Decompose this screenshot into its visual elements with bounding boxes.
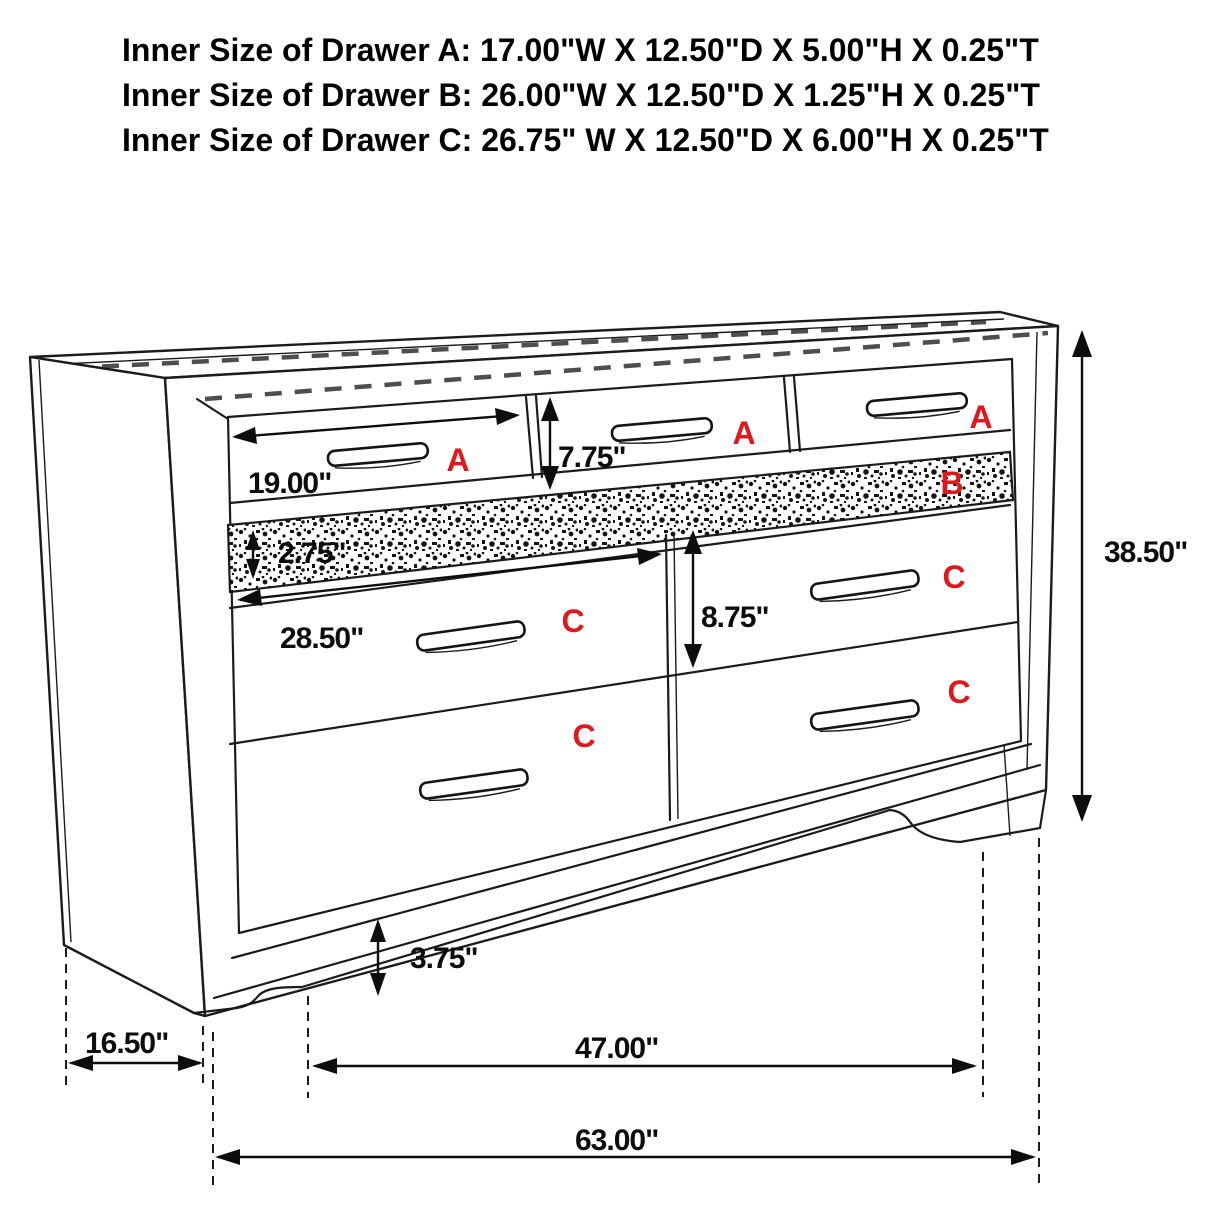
dim-label-drawer-c-width: 28.50" xyxy=(280,622,364,655)
dim-label-drawer-a-width: 19.00" xyxy=(248,467,332,500)
drawer-letter-a1: A xyxy=(446,442,470,478)
dim-arrow-38-50 xyxy=(1072,330,1092,822)
dim-label-drawer-a-height: 7.75" xyxy=(558,441,626,474)
drawer-letter-a2: A xyxy=(732,415,756,451)
dim-label-total-width: 63.00" xyxy=(575,1124,659,1157)
drawer-letter-a3: A xyxy=(969,399,993,435)
drawer-letter-c-lower-left: C xyxy=(572,718,596,754)
dim-label-inner-width: 47.00" xyxy=(575,1032,659,1065)
dim-label-depth: 16.50" xyxy=(85,1027,169,1060)
drawer-letter-c-upper-left: C xyxy=(561,603,585,639)
dim-label-drawer-c-height: 8.75" xyxy=(701,601,769,634)
dim-label-leg-height: 3.75" xyxy=(410,942,478,975)
spec-line-drawer-a: Inner Size of Drawer A: 17.00"W X 12.50"D X 5.00"H X 0.25"T xyxy=(122,32,1039,68)
dim-label-strip-b-height: 2.75" xyxy=(278,537,346,570)
dim-label-total-height: 38.50" xyxy=(1104,536,1188,569)
drawer-letter-c-upper-right: C xyxy=(942,559,966,595)
drawer-letter-b: B xyxy=(940,465,964,501)
drawer-letter-c-lower-right: C xyxy=(947,674,971,710)
spec-line-drawer-b: Inner Size of Drawer B: 26.00"W X 12.50"D X 1.25"H X 0.25"T xyxy=(122,77,1040,113)
spec-line-drawer-c: Inner Size of Drawer C: 26.75" W X 12.50"D X 6.00"H X 0.25"T xyxy=(122,122,1049,158)
